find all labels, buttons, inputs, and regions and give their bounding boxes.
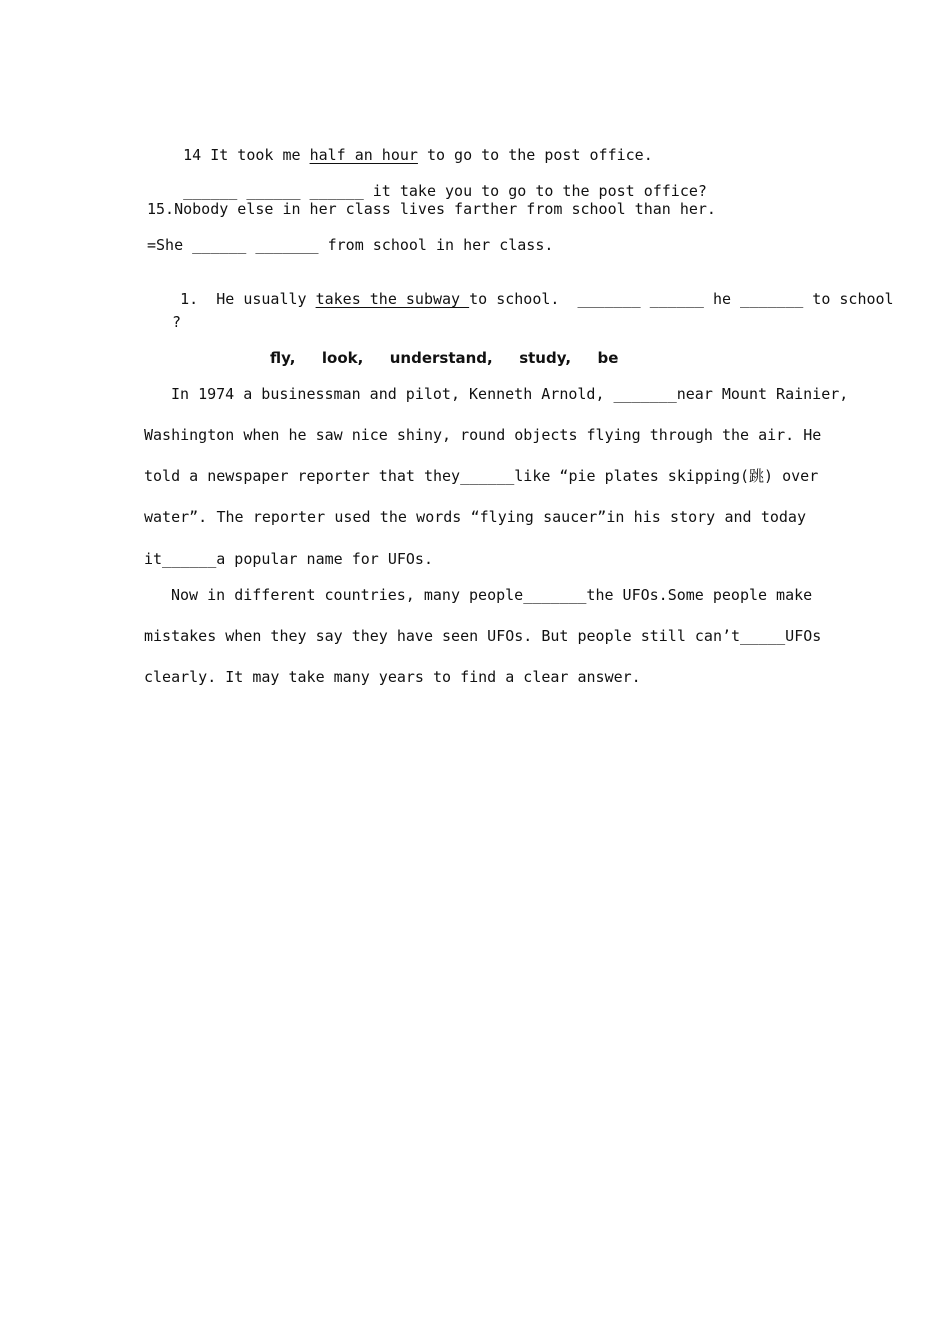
q1-prefix: 1. He usually: [180, 290, 316, 308]
q1-question-mark: ?: [172, 313, 182, 331]
passage-p1-line: it______a popular name for UFOs.: [144, 550, 433, 568]
q1-underlined-phrase: takes the subway: [315, 290, 470, 308]
q14-suffix: to go to the post office.: [417, 146, 653, 164]
passage-p1-line: Washington when he saw nice shiny, round objects flying through the air. He: [144, 426, 822, 444]
passage-p1-line: In 1974 a businessman and pilot, Kenneth Arnold, _______near Mount Rainier,: [171, 385, 849, 403]
word-box: fly, look, understand, study, be: [270, 349, 619, 367]
passage-p2-line: clearly. It may take many years to find a clear answer.: [144, 668, 641, 686]
q14-question: it take you to go to the post office?: [363, 182, 707, 200]
q15-sentence: 15.Nobody else in her class lives farther from school than her.: [147, 200, 716, 218]
passage-p1-line: told a newspaper reporter that they______like “pie plates skipping(跳) over: [144, 467, 819, 485]
passage-p2-line: mistakes when they say they have seen UFOs. But people still can’t_____UFOs: [144, 627, 822, 645]
q14-underlined-phrase: half an hour: [309, 146, 418, 164]
q14-prefix: 14 It took me: [183, 146, 310, 164]
passage-p2-line: Now in different countries, many people_______the UFOs.Some people make: [171, 586, 813, 604]
q15-answer-line: =She ______ _______ from school in her class.: [147, 236, 554, 254]
q1-suffix: to school. _______ ______ he _______ to school: [469, 290, 894, 308]
q1-sentence: [144, 272, 894, 326]
q14-blanks: ______ ______ ______: [183, 182, 364, 200]
passage-p1-line: water”. The reporter used the words “flying saucer”in his story and today: [144, 508, 806, 526]
